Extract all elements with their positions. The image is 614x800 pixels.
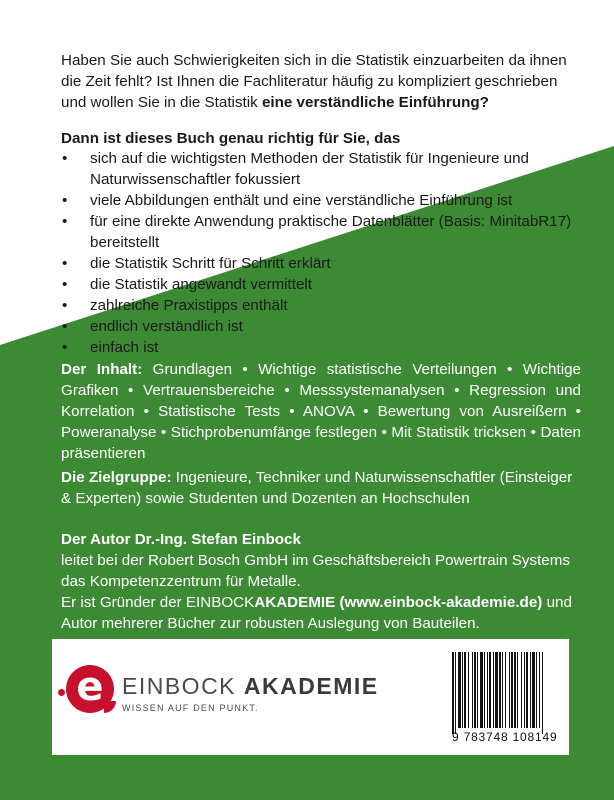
content-text: Grundlagen • Wichtige statistische Verteilungen • Wichtige Grafiken • Vertrauensbereiche • Messsystemanalysen • Regression und Korrelation • Statistische Tests • ANOVA • Bewertung von Ausreißern • Poweranalyse • Stichprobenumfänge festlegen • Mit Statistik tricksen • Daten präsentieren: [61, 361, 581, 462]
author-line-2: Er ist Gründer der EINBOCKAKADEMIE (www.einbock-akademie.de) und Autor mehrerer Bücher zur robusten Auslegung von Bauteilen.: [61, 594, 572, 632]
list-item: • einfach ist: [62, 339, 159, 356]
target-group-text: Ingenieure, Techniker und Naturwissenschaftler (Einsteiger & Experten) sowie Studenten und Dozenten an Hochschulen: [61, 469, 573, 507]
bullet-heading: Dann ist dieses Buch genau richtig für Sie, das: [61, 130, 401, 147]
bullet-list: [61, 148, 581, 358]
list-item: • viele Abbildungen enthält und eine verständliche Einführung ist: [62, 192, 513, 209]
list-item: • die Statistik angewandt vermittelt: [62, 276, 313, 293]
content-label: Der Inhalt:: [61, 361, 143, 378]
intro-text: Haben Sie auch Schwierigkeiten sich in die Statistik einzuarbeiten da ihnen die Zeit fehlt? Ist Ihnen die Fachliteratur häufig zu kompliziert geschrieben und wollen Sie in die Statistik: [61, 52, 567, 111]
author-heading: Der Autor Dr.-Ing. Stefan Einbock: [61, 531, 301, 548]
content-paragraph: [61, 359, 581, 464]
footer-panel: [52, 639, 569, 755]
target-group-label: Die Zielgruppe:: [61, 469, 172, 486]
logo-name: EINBOCK AKADEMIE: [122, 673, 379, 699]
barcode-icon: [448, 652, 561, 741]
target-group-paragraph: [61, 467, 581, 509]
list-item: • sich auf die wichtigsten Methoden der Statistik für Ingenieure und Naturwissenschaftler fokussiert: [62, 150, 530, 188]
author-paragraph: [61, 529, 581, 634]
logo-dot-icon: [58, 689, 65, 696]
list-item: • endlich verständlich ist: [62, 318, 243, 335]
logo-tagline: WISSEN AUF DEN PUNKT.: [122, 703, 259, 713]
list-item: • für eine direkte Anwendung praktische Datenblätter (Basis: MinitabR17) bereitstellt: [62, 213, 572, 251]
intro-paragraph: [61, 50, 581, 113]
intro-bold: eine verständliche Einführung?: [261, 94, 489, 111]
isbn-number: 9 783748 108149: [452, 730, 558, 744]
list-item: • zahlreiche Praxistipps enthält: [62, 297, 288, 314]
einbock-logo: [60, 665, 400, 725]
logo-letter: e: [76, 664, 104, 710]
list-item: • die Statistik Schritt für Schritt erklärt: [62, 255, 331, 272]
author-line-1: leitet bei der Robert Bosch GmbH im Geschäftsbereich Powertrain Systems das Kompetenzzentrum für Metalle.: [61, 552, 570, 590]
